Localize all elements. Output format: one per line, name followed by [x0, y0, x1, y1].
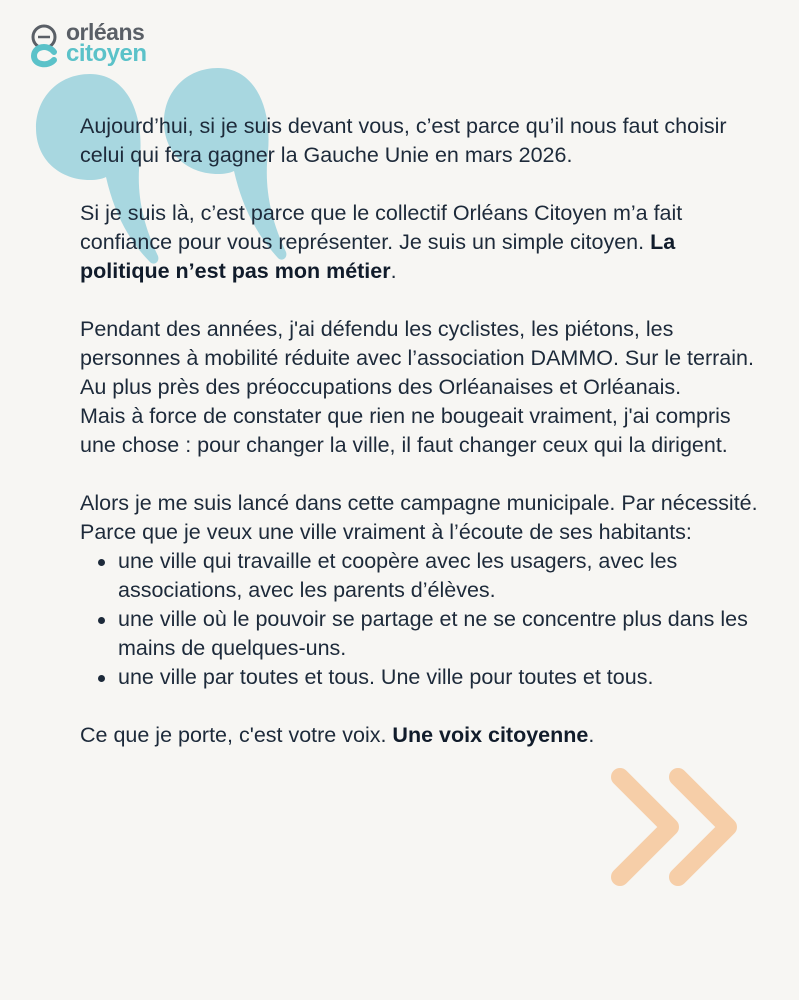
logo-line-orleans: orléans — [66, 19, 145, 45]
paragraph-conclusion — [80, 721, 770, 750]
list-item: une ville où le pouvoir se partage et ne se concentre plus dans les mains de quelques-uns. — [118, 605, 770, 663]
paragraph-collectif-text: Si je suis là, c’est parce que le collectif Orléans Citoyen m’a fait confiance pour vous représenter. Je suis un simple citoyen. — [80, 201, 683, 254]
list-item: une ville qui travaille et coopère avec les usagers, avec les associations, avec les parents d’élèves. — [118, 547, 770, 605]
paragraph-conclusion-text: Ce que je porte, c'est votre voix. — [80, 723, 393, 747]
paragraph-collectif — [80, 199, 770, 286]
paragraph-constat: Mais à force de constater que rien ne bougeait vraiment, j'ai compris une chose : pour changer la ville, il faut changer ceux qui la dirigent. — [80, 404, 731, 457]
speech-text — [80, 112, 770, 750]
paragraph-engagement: Pendant des années, j'ai défendu les cyclistes, les piétons, les personnes à mobilité réduite avec l’association DAMMO. Sur le terrain. Au plus près des préoccupations des Orléanaises et Orléanais. — [80, 317, 754, 399]
bold-statement-voix: Une voix citoyenne — [392, 723, 589, 747]
paragraph-conclusion-end: . — [588, 723, 595, 747]
paragraph-intro: Aujourd’hui, si je suis devant vous, c’est parce qu’il nous faut choisir celui qui fera gagner la Gauche Unie en mars 2026. — [80, 114, 727, 167]
paragraph-collectif-end: . — [390, 259, 397, 283]
vision-list — [80, 547, 770, 692]
orleans-citoyen-logo — [30, 19, 147, 67]
paragraph-campagne: Alors je me suis lancé dans cette campagne municipale. Par nécessité. Parce que je veux une ville vraiment à l’écoute de ses habitants: — [80, 491, 758, 544]
bold-statement-politique: La politique n’est pas mon métier — [80, 230, 676, 283]
logo-line-citoyen: citoyen — [66, 40, 147, 67]
list-item: une ville par toutes et tous. Une ville pour toutes et tous. — [118, 663, 770, 692]
double-chevron-icon — [600, 765, 750, 895]
